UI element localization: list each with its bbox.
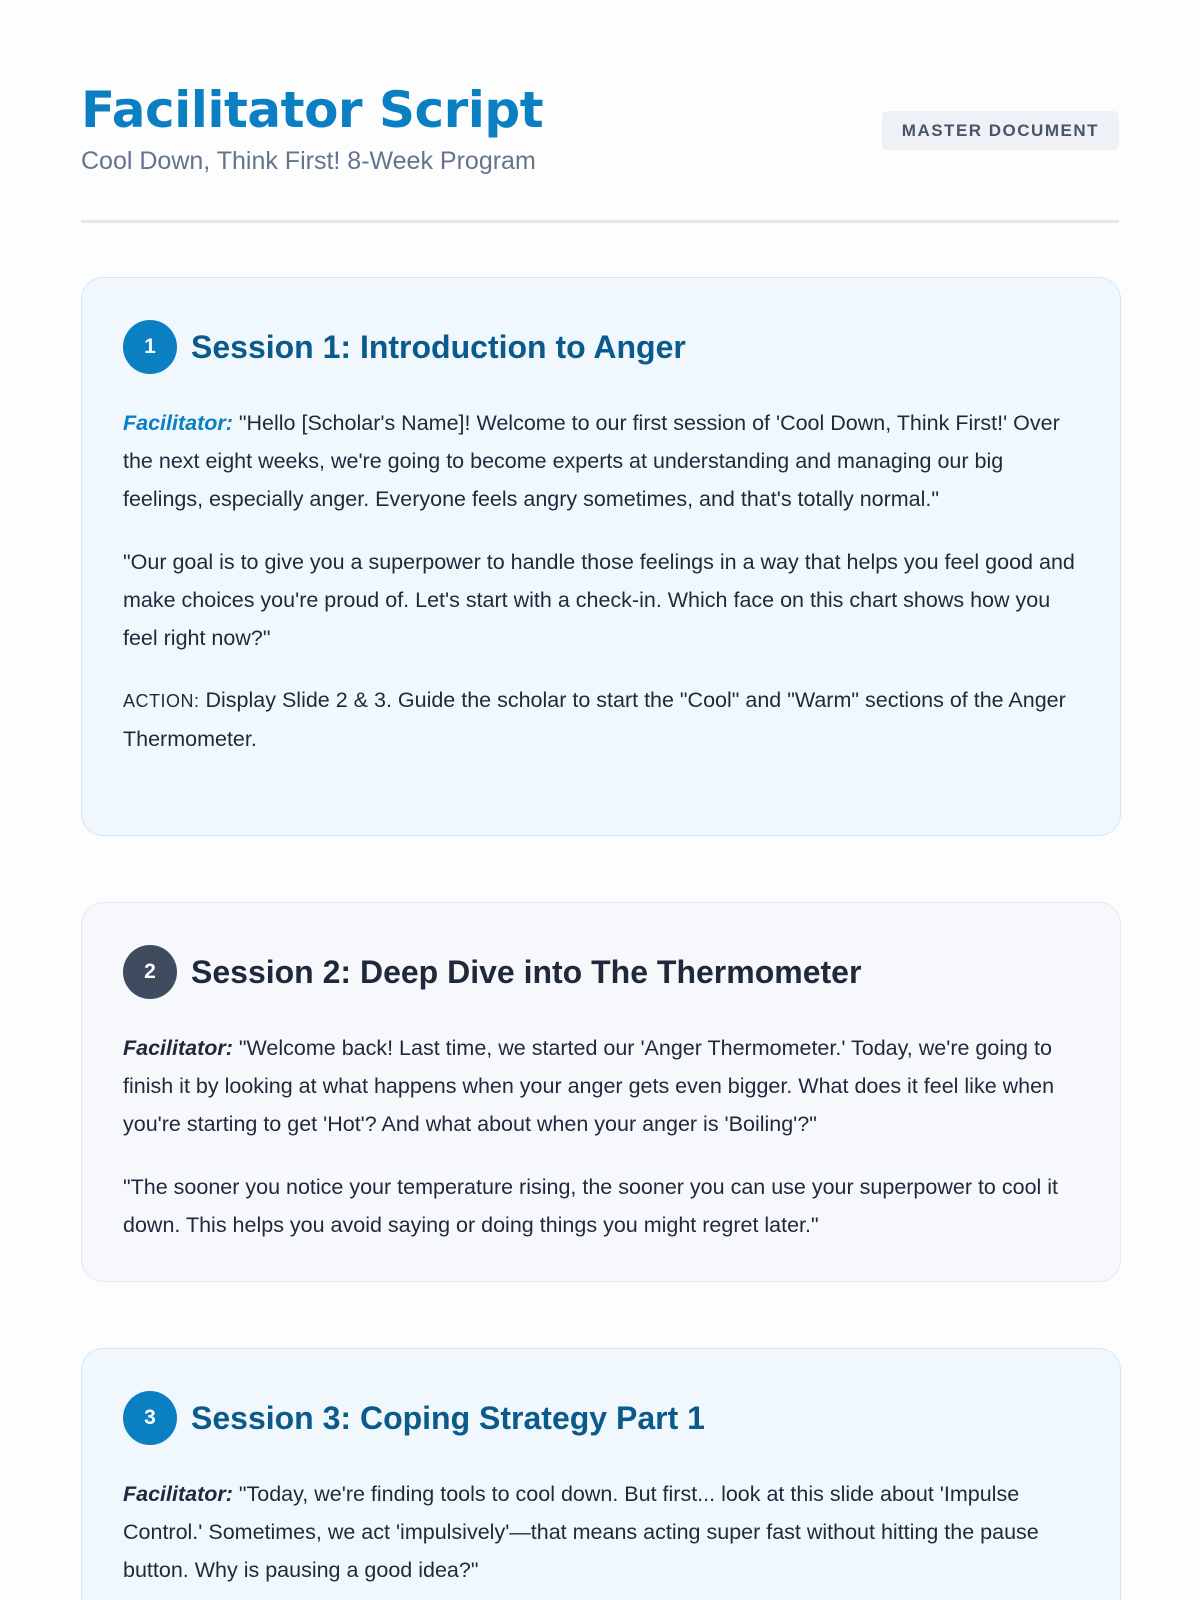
facilitator-paragraph <box>123 1475 1079 1589</box>
facilitator-text: "Today, we're finding tools to cool down. But first... look at this slide about 'Impulse Control.' Sometimes, we act 'impulsively'—that means acting super fast without hitting the pause button. Why is pausing a good idea?" <box>123 1482 1039 1582</box>
action-label: ACTION: <box>123 691 200 711</box>
facilitator-label: Facilitator: <box>123 411 233 435</box>
document-header <box>81 0 1119 223</box>
session-number-badge: 3 <box>123 1391 177 1445</box>
session-title: Session 3: Coping Strategy Part 1 <box>191 1400 705 1436</box>
action-text: Display Slide 2 & 3. Guide the scholar to start the "Cool" and "Warm" sections of the Anger Thermometer. <box>123 688 1066 751</box>
facilitator-paragraph <box>123 404 1079 518</box>
facilitator-text: "Welcome back! Last time, we started our 'Anger Thermometer.' Today, we're going to finish it by looking at what happens when your anger gets even bigger. What does it feel like when you're starting to get 'Hot'? And what about when your anger is 'Boiling'?" <box>123 1036 1055 1136</box>
session-number-badge: 2 <box>123 945 177 999</box>
session-number-badge: 1 <box>123 320 177 374</box>
facilitator-label: Facilitator: <box>123 1036 233 1060</box>
script-paragraph: "Our goal is to give you a superpower to handle those feelings in a way that helps you feel good and make choices you're proud of. Let's start with a check-in. Which face on this chart shows how you feel right now?" <box>123 550 1075 650</box>
action-paragraph <box>123 681 1079 758</box>
page-subtitle: Cool Down, Think First! 8-Week Program <box>81 147 536 175</box>
session-card-3 <box>81 1348 1121 1600</box>
script-paragraph: "The sooner you notice your temperature rising, the sooner you can use your superpower to cool it down. This helps you avoid saying or doing things you might regret later." <box>123 1175 1059 1237</box>
session-card-2 <box>81 902 1121 1282</box>
session-header <box>123 945 1079 999</box>
session-title: Session 2: Deep Dive into The Thermometer <box>191 954 862 990</box>
facilitator-label: Facilitator: <box>123 1482 233 1506</box>
session-header <box>123 1391 1079 1445</box>
page-title: Facilitator Script <box>81 81 544 139</box>
session-card-1 <box>81 277 1121 836</box>
facilitator-paragraph <box>123 1029 1079 1143</box>
session-title: Session 1: Introduction to Anger <box>191 329 686 365</box>
session-header <box>123 320 1079 374</box>
master-document-badge: MASTER DOCUMENT <box>882 111 1119 150</box>
facilitator-text: "Hello [Scholar's Name]! Welcome to our first session of 'Cool Down, Think First!' Over the next eight weeks, we're going to become experts at understanding and managing our big feelings, especially anger. Everyone feels angry sometimes, and that's totally normal." <box>123 411 1060 511</box>
